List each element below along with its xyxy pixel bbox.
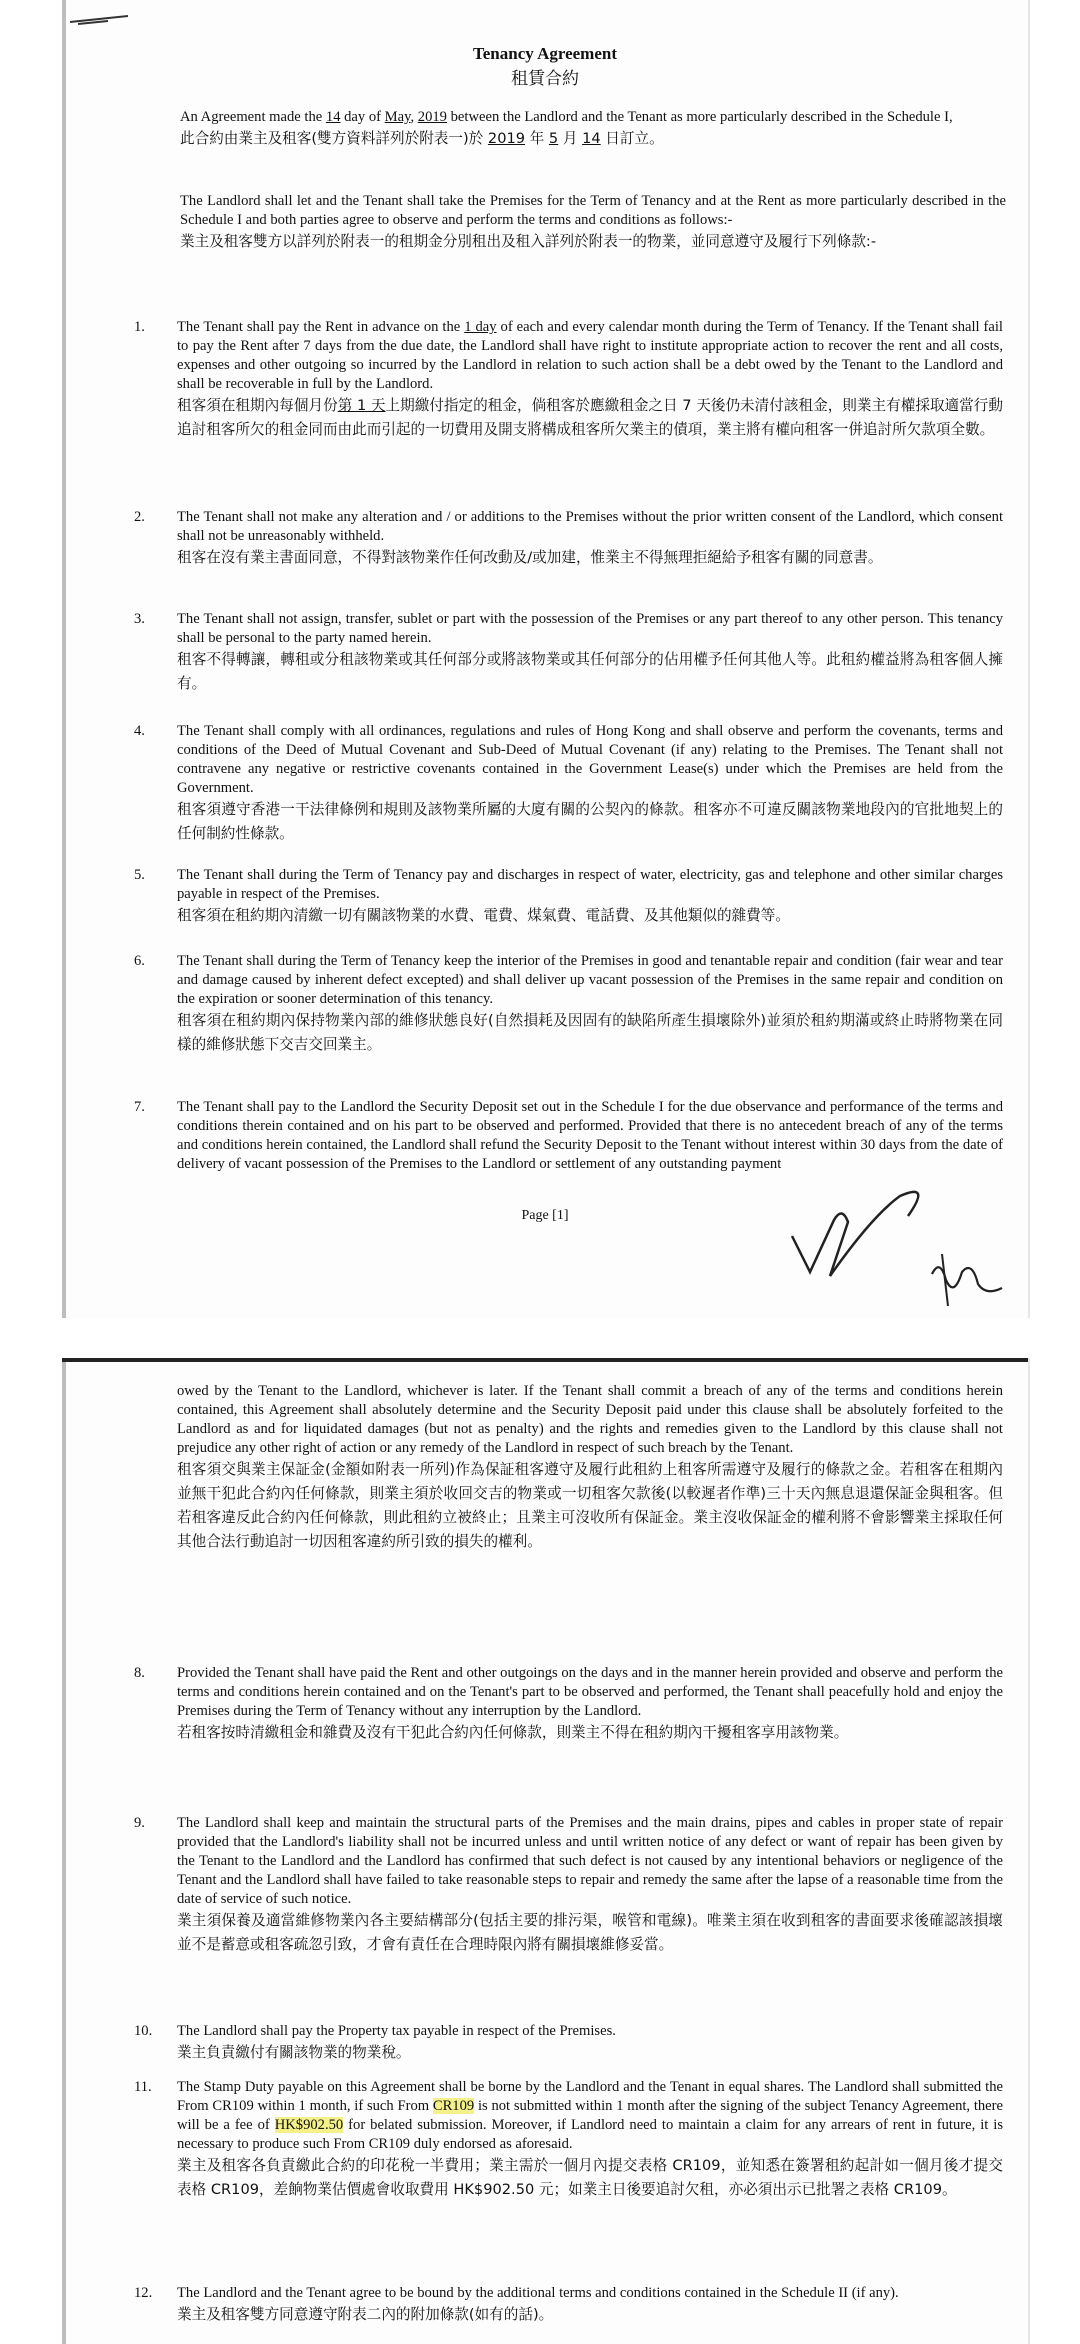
clause-12: The Landlord and the Tenant agree to be bound by the additional terms and conditions contained in the Schedule II (if any). 業主及租客雙方同意遵守附表二內的附加條款(如有的話)。: [177, 2285, 899, 2323]
signature-icon: [782, 1176, 1022, 1306]
clause-number: 7.: [134, 1099, 145, 1115]
clause-2: The Tenant shall not make any alteration and / or additions to the Premises without the prior written consent of the Landlord, which consent shall not be unreasonably withheld. 租客在沒有業主書面同意，不得對該物業作任何改動及/或加建，惟業主不得無理拒絕給予租客有關的同意書。: [177, 509, 1003, 566]
clause-1: The Tenant shall pay the Rent in advance on the 1 day of each and every calendar month during the Term of Tenancy. If the Tenant shall fail to pay the Rent after 7 days from the due date, the Landlord shall have right to institute appropriate action to recover the rent and all costs, expenses and other outgoing so incurred by the Landlord in relation to such action shall be a debt owed by the Tenant to the Landlord and shall be recoverable in full by the Landlord. 租客須在租期內每個月份第 1 天上期繳付指定的租金，倘租客於應繳租金之日 7 天後仍未清付該租金，則業主有權採取適當行動追討租客所欠的租金同而由此而引起的一切費用及開支將構成租客所欠業主的債項，業主將有權向租客一併追討所欠款項全數。: [177, 319, 1003, 438]
document-page-1: [62, 0, 1028, 1321]
intro-paragraph-zh: 此合約由業主及租客(雙方資料詳列於附表一)於 2019 年 5 月 14 日訂立。: [180, 130, 664, 147]
document-title-zh: 租賃合約: [511, 69, 579, 89]
clause-number: 1.: [134, 319, 145, 335]
clause-number: 2.: [134, 509, 145, 525]
terms-intro: The Landlord shall let and the Tenant shall take the Premises for the Term of Tenancy and at the Rent as more particularly described in the Schedule I and both parties agree to observe and perform the terms and conditions as follows:- 業主及租客雙方以詳列於附表一的租期金分別租出及租入詳列於附表一的物業，並同意遵守及履行下列條款:-: [180, 193, 1006, 250]
clause-6: The Tenant shall during the Term of Tenancy keep the interior of the Premises in good and tenantable repair and condition (fair wear and tear and damage caused by inherent defect excepted) and shall deliver up vacant possession of the Premises in the same repair and condition on the expiration or sooner determination of this tenancy. 租客須在租約期內保持物業內部的維修狀態良好(自然損耗及因固有的缺陷所產生損壞除外)並須於租約期滿或終止時將物業在同樣的維修狀態下交吉交回業主。: [177, 953, 1003, 1053]
clause-11: The Stamp Duty payable on this Agreement shall be borne by the Landlord and the Tenant in equal shares. The Landlord shall submitted the From CR109 within 1 month, if such From CR109 is not submitted within 1 month after the signing of the subject Tenancy Agreement, there will be a fee of HK$902.50 for belated submission. Moreover, if Landlord need to maintain a claim for any arrears of rent in future, it is necessary to produce such From CR109 duly endorsed as aforesaid. 業主及租客各負責繳此合約的印花稅一半費用；業主需於一個月內提交表格 CR109，並知悉在簽署租約起計如一個月後才提交表格 CR109，差餉物業估價處會收取費用 HK$902.50 元；如業主日後要追討欠租，亦必須出示已批署之表格 CR109。: [177, 2079, 1003, 2198]
clause-number: 11.: [134, 2079, 152, 2095]
page-edge: [62, 1362, 66, 2344]
clause-number: 10.: [134, 2023, 153, 2039]
intro-paragraph: An Agreement made the 14 day of May, 2019 between the Landlord and the Tenant as more particularly described in the Schedule I, 此合約由業主及租客(雙方資料詳列於附表一)於 2019 年 5 月 14 日訂立。: [180, 108, 1006, 151]
clause-number: 3.: [134, 611, 145, 627]
document-page-2: [62, 1358, 1028, 2344]
agreement-month: May: [384, 109, 411, 125]
clause-3: The Tenant shall not assign, transfer, sublet or part with the possession of the Premises or any part thereof to any other person. This tenancy shall be personal to the party named herein. 租客不得轉讓，轉租或分租該物業或其任何部分或將該物業或其任何部分的佔用權予任何其他人等。此租約權益將為租客個人擁有。: [177, 611, 1003, 692]
clause-10: The Landlord shall pay the Property tax payable in respect of the Premises. 業主負責繳付有關該物業的物業稅。: [177, 2023, 616, 2061]
clause-number: 6.: [134, 953, 145, 969]
highlighted-form-cr109: CR109: [432, 2098, 475, 2114]
clause-8: Provided the Tenant shall have paid the Rent and other outgoings on the days and in the manner herein provided and observe and perform the terms and conditions herein contained and on the Tenant's part to be observed and performed, the Tenant shall peacefully hold and enjoy the Premises during the Term of Tenancy without any interruption by the Landlord. 若租客按時清繳租金和雜費及沒有干犯此合約內任何條款，則業主不得在租約期內干擾租客享用該物業。: [177, 1665, 1003, 1741]
clause-9: The Landlord shall keep and maintain the structural parts of the Premises and the main drains, pipes and cables in proper state of repair provided that the Landlord's liability shall not be incurred unless and until written notice of any defect or want of repair has been given by the Tenant to the Landlord and the Landlord has confirmed that such defect is not caused by any intentional behaviors or negligence of the Tenant and the Landlord shall have failed to take reasonable steps to repair and remedy the same after the lapse of a reasonable time from the date of service of such notice. 業主須保養及適當維修物業內各主要結構部分(包括主要的排污渠，喉管和電線)。唯業主須在收到租客的書面要求後確認該損壞並不是蓄意或租客疏忽引致，才會有責任在合理時限內將有關損壞維修妥當。: [177, 1815, 1003, 1953]
clause-number: 12.: [134, 2285, 153, 2301]
document-title: Tenancy Agreement: [472, 44, 618, 63]
clause-7-continued: owed by the Tenant to the Landlord, whichever is later. If the Tenant shall commit a breach of any of the terms and conditions herein contained, this Agreement shall absolutely determine and the Security Deposit paid under this clause shall be absolutely forfeited to the Landlord as and for liquidated damages (but not as penalty) and the rights and remedies given to the Landlord by this clause shall not prejudice any other right of action or any remedy of the Landlord in respect of such breach by the Tenant. 租客須交與業主保証金(金額如附表一所列)作為保証租客遵守及履行此租約上租客所需遵守及履行的條款之金。若租客在租期內並無干犯此合約內任何條款，則業主須於收回交吉的物業或一切租客欠款後(以較遲者作準)三十天內無息退還保証金與租客。但若租客違反此合約內任何條款，則此租約立被終止；且業主可沒收所有保証金。業主沒收保証金的權利將不會影響業主採取任何其他合法行動追討一切因租客違約所引致的損失的權利。: [177, 1383, 1003, 1550]
page-gap: [0, 1318, 1080, 1358]
highlighted-fee: HK$902.50: [274, 2117, 344, 2133]
pen-mark-icon: [68, 8, 138, 32]
clause-7: The Tenant shall pay to the Landlord the Security Deposit set out in the Schedule I for the due observance and performance of the terms and conditions therein contained and on his part to be observed and performed. Provided that there is no antecedent breach of any of the terms and conditions herein contained, the Landlord shall refund the Security Deposit to the Tenant without interest within 30 days from the date of delivery of vacant possession of the Premises to the Landlord or settlement of any outstanding payment: [177, 1099, 1003, 1172]
agreement-year: 2019: [417, 109, 447, 125]
clause-number: 5.: [134, 867, 145, 883]
clause-number: 8.: [134, 1665, 145, 1681]
clause-4: The Tenant shall comply with all ordinances, regulations and rules of Hong Kong and shall observe and perform the covenants, terms and conditions of the Deed of Mutual Covenant and Sub-Deed of Mutual Covenant (if any) relating to the Premises. The Tenant shall not contravene any negative or restrictive covenants contained in the Government Lease(s) under which the Premises are held from the Government. 租客須遵守香港一干法律條例和規則及該物業所屬的大廈有關的公契內的條款。租客亦不可違反關該物業地段內的官批地契上的任何制約性條款。: [177, 723, 1003, 842]
clause-number: 4.: [134, 723, 145, 739]
agreement-day: 14: [325, 109, 341, 125]
clause-5: The Tenant shall during the Term of Tenancy pay and discharges in respect of water, electricity, gas and telephone and other similar charges payable in respect of the Premises. 租客須在租約期內清繳一切有關該物業的水費、電費、煤氣費、電話費、及其他類似的雜費等。: [177, 867, 1003, 924]
rent-due-day: 1 day: [464, 319, 497, 335]
clause-number: 9.: [134, 1815, 145, 1831]
page-number: Page [1]: [521, 1208, 569, 1223]
page-edge: [62, 0, 66, 1318]
